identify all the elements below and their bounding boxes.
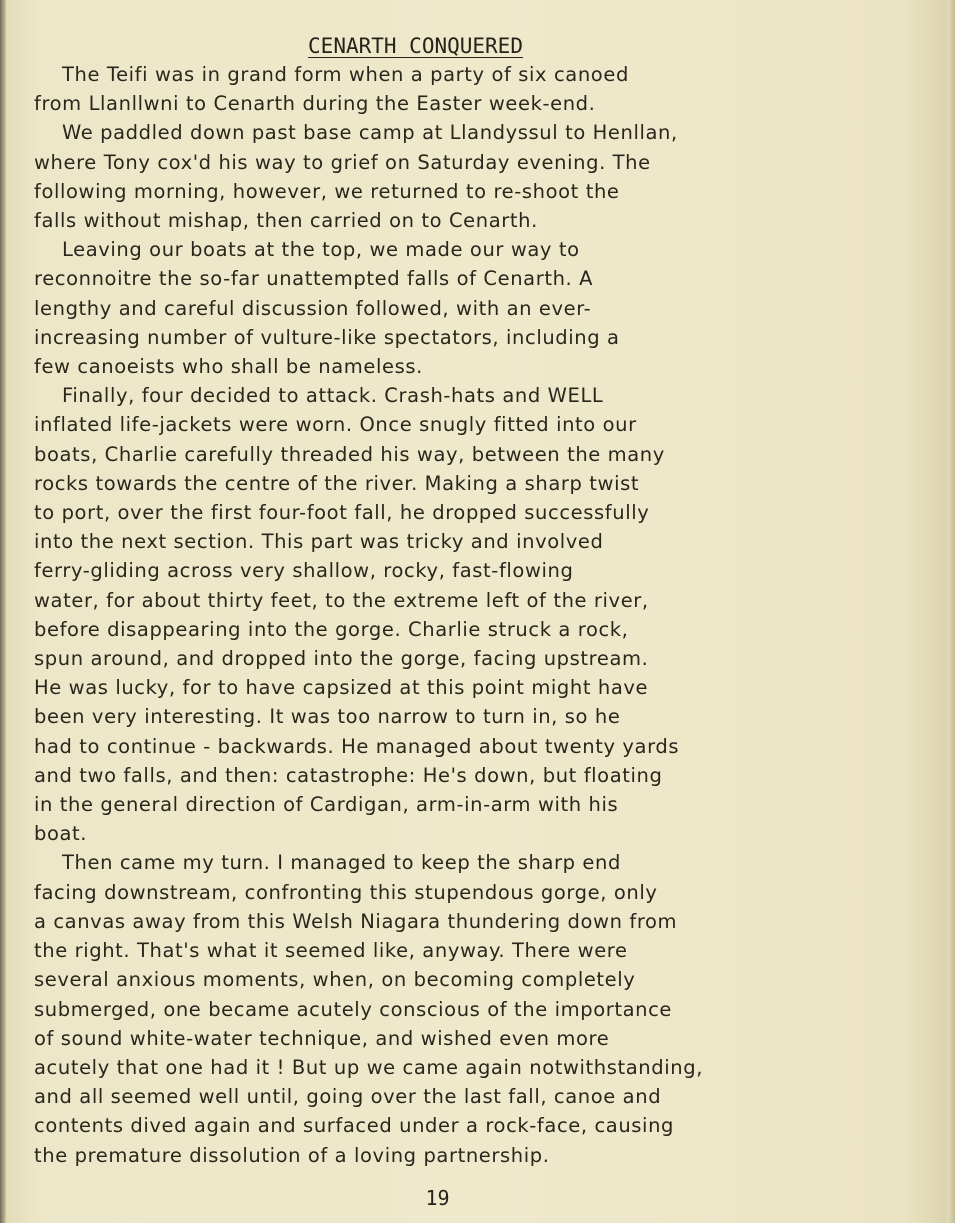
text-line: increasing number of vulture-like spectators, including a (34, 325, 620, 349)
text-line: Then came my turn. I managed to keep the sharp end (62, 851, 621, 875)
text-line: acutely that one had it ! But up we came again notwithstanding, (34, 1055, 703, 1079)
text-line: the right. That's what it seemed like, anyway. There were (34, 939, 628, 963)
text-line: of sound white-water technique, and wished even more (34, 1026, 610, 1050)
text-line: into the next section. This part was tricky and involved (34, 530, 604, 554)
text-line: Finally, four decided to attack. Crash-hats and WELL (62, 384, 604, 408)
article-body (34, 60, 914, 1170)
text-line: boats, Charlie carefully threaded his way, between the many (34, 442, 665, 466)
article-title-row (0, 34, 955, 58)
text-line: in the general direction of Cardigan, arm-in-arm with his (34, 793, 619, 817)
text-line: the premature dissolution of a loving partnership. (34, 1143, 550, 1167)
text-line: before disappearing into the gorge. Charlie struck a rock, (34, 617, 629, 641)
text-line: been very interesting. It was too narrow to turn in, so he (34, 705, 621, 729)
text-line: boat. (34, 822, 88, 846)
text-line: a canvas away from this Welsh Niagara thundering down from (34, 909, 678, 933)
text-line: contents dived again and surfaced under a rock-face, causing (34, 1114, 675, 1138)
text-line: He was lucky, for to have capsized at this point might have (34, 676, 649, 700)
text-line: ferry-gliding across very shallow, rocky, fast-flowing (34, 559, 574, 583)
article-title: CENARTH CONQUERED (308, 34, 523, 58)
text-line: reconnoitre the so-far unattempted falls of Cenarth. A (34, 267, 594, 291)
text-line: few canoeists who shall be nameless. (34, 355, 423, 379)
text-line: from Llanllwni to Cenarth during the Easter week-end. (34, 92, 596, 116)
text-line: rocks towards the centre of the river. Making a sharp twist (34, 471, 640, 495)
text-line: inflated life-jackets were worn. Once snugly fitted into our (34, 413, 637, 437)
text-line: had to continue - backwards. He managed about twenty yards (34, 734, 680, 758)
page-number-row (0, 1186, 955, 1210)
text-line: following morning, however, we returned to re-shoot the (34, 179, 620, 203)
text-line: falls without mishap, then carried on to Cenarth. (34, 209, 538, 233)
text-line: spun around, and dropped into the gorge, facing upstream. (34, 647, 649, 671)
text-line: where Tony cox'd his way to grief on Saturday evening. The (34, 150, 651, 174)
page-right-edge (947, 0, 955, 1223)
text-line: to port, over the first four-foot fall, he dropped successfully (34, 501, 650, 525)
text-line: water, for about thirty feet, to the extreme left of the river, (34, 588, 649, 612)
text-line: lengthy and careful discussion followed, with an ever- (34, 296, 592, 320)
text-line: We paddled down past base camp at Llandyssul to Henllan, (62, 121, 678, 145)
page-number: 19 (425, 1186, 450, 1210)
text-line: facing downstream, confronting this stupendous gorge, only (34, 880, 658, 904)
binding-edge (0, 0, 6, 1223)
text-line: and all seemed well until, going over the last fall, canoe and (34, 1085, 662, 1109)
text-line: submerged, one became acutely conscious of the importance (34, 997, 673, 1021)
text-line: Leaving our boats at the top, we made our way to (62, 238, 580, 262)
text-line: and two falls, and then: catastrophe: He's down, but floating (34, 763, 663, 787)
text-line: several anxious moments, when, on becoming completely (34, 968, 636, 992)
text-line: The Teifi was in grand form when a party of six canoed (62, 63, 629, 86)
